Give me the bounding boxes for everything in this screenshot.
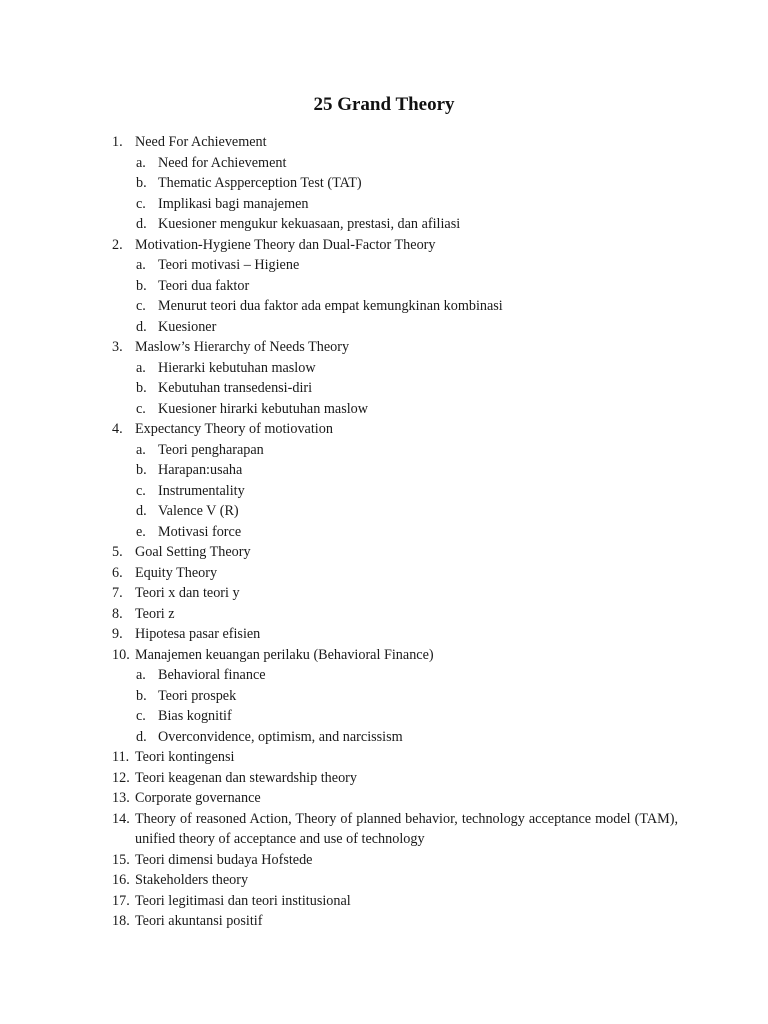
sub-list-item	[0, 255, 768, 276]
list-item	[0, 870, 768, 891]
sub-list-item-text: Thematic Aspperception Test (TAT)	[158, 175, 362, 191]
list-item	[0, 911, 768, 932]
list-item-number: 3.	[112, 339, 123, 355]
theory-list	[0, 132, 768, 932]
sub-list-item-text: Menurut teori dua faktor ada empat kemungkinan kombinasi	[158, 298, 503, 314]
sub-list-item	[0, 296, 768, 317]
sub-list-item-text: Kuesioner	[158, 318, 217, 335]
sub-list-item	[0, 378, 768, 399]
list-item-text: Manajemen keuangan perilaku (Behavioral Finance)	[135, 646, 434, 663]
list-item-number: 5.	[112, 544, 123, 560]
sub-list-item-letter: a.	[136, 667, 146, 683]
sub-list-item	[0, 440, 768, 461]
list-item	[0, 604, 768, 625]
sub-list-item-letter: b.	[136, 175, 147, 191]
sub-list-item-text: Overconvidence, optimism, and narcissism	[158, 728, 403, 745]
sub-list-item	[0, 173, 768, 194]
list-item	[0, 809, 768, 850]
list-item-text: Theory of reasoned Action, Theory of planned behavior, technology acceptance model (TAM), unified theory of acceptance and use of technology	[135, 810, 678, 847]
list-item	[0, 624, 768, 645]
sub-list-item-letter: a.	[136, 359, 146, 376]
list-item-number: 14.	[112, 810, 130, 827]
sub-list-item	[0, 522, 768, 543]
sub-list-item-text: Kuesioner hirarki kebutuhan maslow	[158, 400, 368, 417]
sub-list-item-text: Hierarki kebutuhan maslow	[158, 359, 316, 376]
sub-list-item	[0, 276, 768, 297]
list-item-text: Teori kontingensi	[135, 749, 235, 765]
sub-list-item-text: Kuesioner mengukur kekuasaan, prestasi, dan afiliasi	[158, 216, 461, 232]
list-item-number: 6.	[112, 564, 123, 581]
sub-list-item-letter: a.	[136, 154, 146, 171]
sub-list-item	[0, 706, 768, 727]
sub-list-item-letter: c.	[136, 482, 146, 499]
sub-list-item-text: Implikasi bagi manajemen	[158, 195, 309, 212]
list-item-number: 15.	[112, 851, 130, 868]
list-item	[0, 583, 768, 604]
sub-list-item-letter: a.	[136, 257, 146, 273]
list-item	[0, 645, 768, 666]
list-item-text: Maslow’s Hierarchy of Needs Theory	[135, 339, 350, 355]
list-item-number: 7.	[112, 585, 123, 601]
sub-list-item-text: Teori motivasi – Higiene	[158, 257, 300, 273]
sub-list-item-letter: c.	[136, 298, 146, 314]
sub-list-item-letter: c.	[136, 708, 146, 724]
list-item-text: Teori legitimasi dan teori institusional	[135, 892, 351, 909]
sub-list-item	[0, 194, 768, 215]
sub-list-item	[0, 317, 768, 338]
list-item-text: Stakeholders theory	[135, 872, 249, 888]
list-item-number: 4.	[112, 421, 123, 437]
list-item-text: Motivation-Hygiene Theory dan Dual-Factor Theory	[135, 236, 436, 253]
sub-list-item-letter: b.	[136, 277, 147, 294]
list-item	[0, 337, 768, 358]
list-item	[0, 542, 768, 563]
list-item	[0, 850, 768, 871]
list-item-text: Equity Theory	[135, 564, 218, 581]
list-item-text: Teori keagenan dan stewardship theory	[135, 769, 357, 786]
list-item-text: Teori x dan teori y	[135, 585, 240, 601]
sub-list-item	[0, 727, 768, 748]
list-item-text: Corporate governance	[135, 790, 261, 806]
sub-list-item-text: Harapan:usaha	[158, 462, 243, 478]
list-item-text: Hipotesa pasar efisien	[135, 626, 261, 642]
list-item-text: Teori akuntansi positif	[135, 913, 263, 929]
sub-list-item-letter: d.	[136, 503, 147, 519]
sub-list-item-letter: b.	[136, 462, 147, 478]
list-item-text: Need For Achievement	[135, 134, 267, 150]
sub-list-item-text: Teori prospek	[158, 687, 237, 704]
list-item	[0, 891, 768, 912]
sub-list-item-letter: b.	[136, 687, 147, 704]
sub-list-item	[0, 358, 768, 379]
list-item-number: 13.	[112, 790, 130, 806]
list-item	[0, 235, 768, 256]
list-item-number: 2.	[112, 236, 123, 253]
sub-list-item-text: Motivasi force	[158, 523, 242, 540]
sub-list-item-letter: d.	[136, 728, 147, 745]
sub-list-item	[0, 153, 768, 174]
sub-list-item-text: Teori dua faktor	[158, 277, 250, 294]
list-item-number: 11.	[112, 749, 130, 765]
sub-list-item-text: Behavioral finance	[158, 667, 266, 683]
sub-list-item	[0, 481, 768, 502]
sub-list-item-letter: b.	[136, 380, 147, 396]
sub-list-item-letter: d.	[136, 216, 147, 232]
sub-list-item-text: Teori pengharapan	[158, 441, 264, 458]
list-item-number: 18.	[112, 913, 130, 929]
list-item-number: 16.	[112, 872, 130, 888]
sub-list-item	[0, 214, 768, 235]
sub-list-item	[0, 501, 768, 522]
list-item-text: Expectancy Theory of motiovation	[135, 421, 333, 437]
list-item-number: 12.	[112, 769, 130, 786]
sub-list-item-text: Need for Achievement	[158, 154, 287, 171]
sub-list-item-text: Valence V (R)	[158, 503, 239, 519]
list-item	[0, 768, 768, 789]
sub-list-item-letter: e.	[136, 523, 146, 540]
sub-list-item-letter: c.	[136, 400, 146, 417]
sub-list-item	[0, 399, 768, 420]
list-item	[0, 788, 768, 809]
sub-list-item-letter: c.	[136, 195, 146, 212]
sub-list-item	[0, 665, 768, 686]
list-item	[0, 563, 768, 584]
list-item	[0, 747, 768, 768]
list-item-number: 8.	[112, 605, 123, 622]
sub-list-item-text: Instrumentality	[158, 482, 245, 499]
sub-list-item-letter: a.	[136, 441, 146, 458]
list-item-number: 9.	[112, 626, 123, 642]
sub-list-item	[0, 460, 768, 481]
list-item-text: Goal Setting Theory	[135, 544, 251, 560]
sub-list-item	[0, 686, 768, 707]
sub-list-item-text: Bias kognitif	[158, 708, 232, 724]
list-item	[0, 132, 768, 153]
sub-list-item-letter: d.	[136, 318, 147, 335]
page-title: 25 Grand Theory	[313, 94, 455, 115]
list-item-text: Teori dimensi budaya Hofstede	[135, 851, 313, 868]
list-item-number: 1.	[112, 134, 123, 150]
list-item-text: Teori z	[135, 605, 175, 622]
list-item-number: 10.	[112, 646, 130, 663]
list-item-number: 17.	[112, 892, 130, 909]
sub-list-item-text: Kebutuhan transedensi-diri	[158, 380, 313, 396]
list-item	[0, 419, 768, 440]
